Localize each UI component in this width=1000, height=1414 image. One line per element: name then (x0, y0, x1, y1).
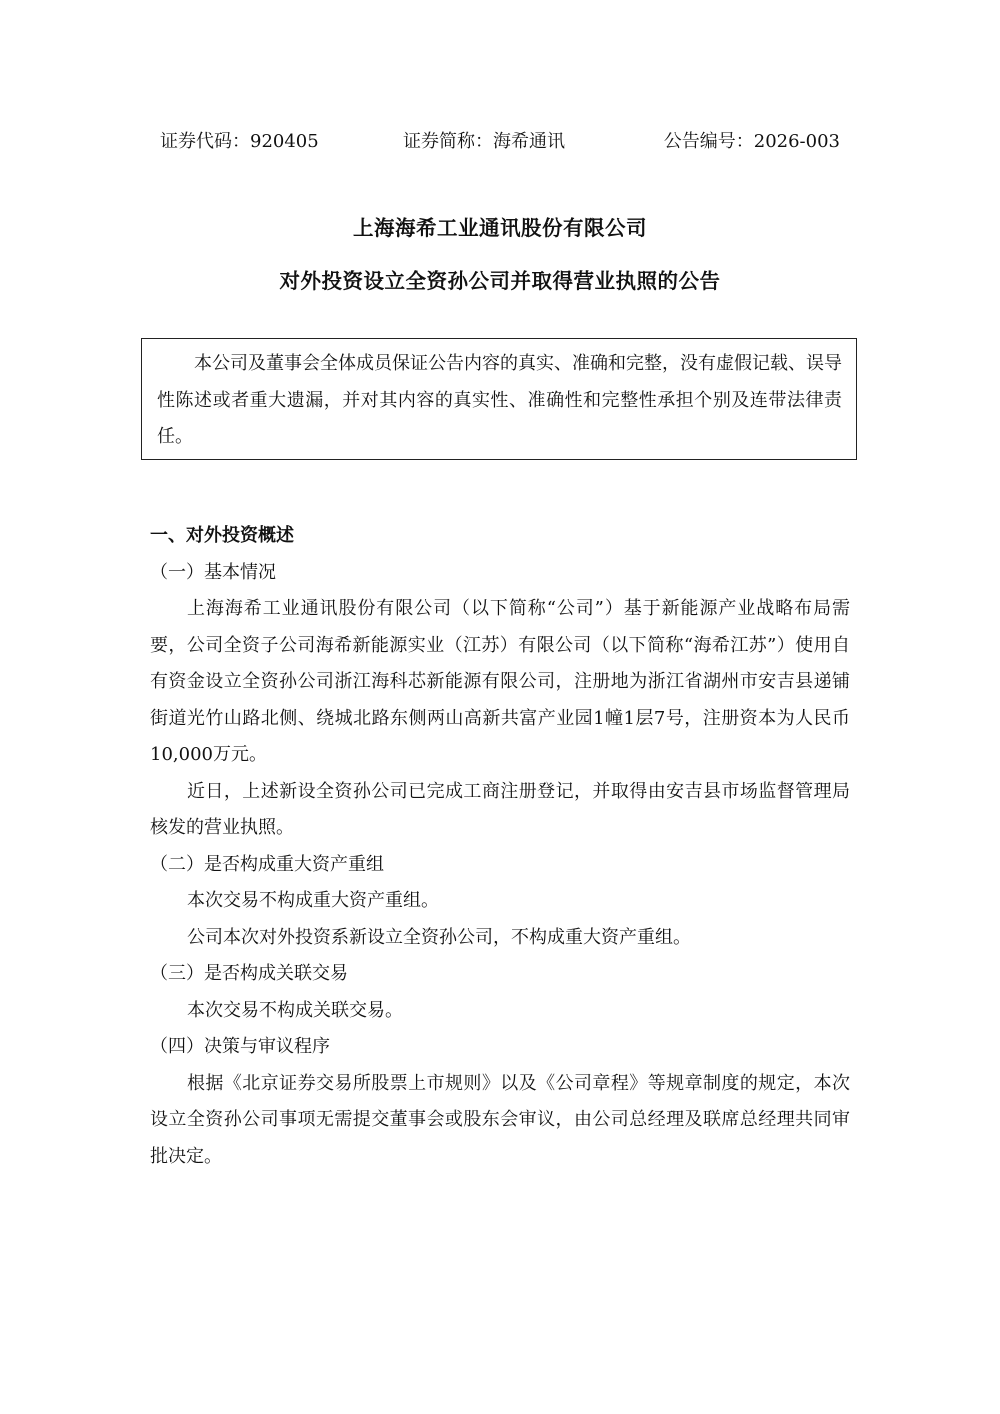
disclaimer-text: 本公司及董事会全体成员保证公告内容的真实、准确和完整，没有虚假记载、误导性陈述或者重大遗漏，并对其内容的真实性、准确性和完整性承担个别及连带法律责任。 (157, 353, 842, 447)
subsection-heading-restructuring: （二）是否构成重大资产重组 (150, 853, 384, 875)
disclaimer-box (141, 338, 857, 460)
announcement-title: 对外投资设立全资孙公司并取得营业执照的公告 (279, 269, 721, 293)
security-abbreviation: 证券简称：海希通讯 (403, 131, 565, 152)
subsection-heading-related-party: （三）是否构成关联交易 (150, 963, 348, 984)
company-name-title: 上海海希工业通讯股份有限公司 (353, 216, 647, 240)
section-investment-overview (150, 518, 850, 1175)
announcement-header (160, 128, 840, 156)
security-code: 证券代码：920405 (160, 131, 319, 152)
registration-paragraph: 近日，上述新设全资孙公司已完成工商注册登记，并取得由安吉县市场监督管理局核发的营业执照。 (150, 780, 850, 838)
subsection-heading-basic: （一）基本情况 (150, 561, 276, 583)
approval-paragraph: 根据《北京证券交易所股票上市规则》以及《公司章程》等规章制度的规定，本次设立全资孙公司事项无需提交董事会或股东会审议，由公司总经理及联席总经理共同审批决定。 (150, 1072, 850, 1167)
announcement-number: 公告编号：2026-003 (663, 131, 840, 152)
restructuring-line-1: 本次交易不构成重大资产重组。 (187, 890, 439, 911)
related-party-line: 本次交易不构成关联交易。 (187, 999, 403, 1021)
section-heading: 一、对外投资概述 (150, 525, 294, 546)
basic-info-paragraph: 上海海希工业通讯股份有限公司（以下简称“公司”）基于新能源产业战略布局需要，公司全资子公司海希新能源实业（江苏）有限公司（以下简称“海希江苏”）使用自有资金设立全资孙公司浙江海科芯新能源有限公司，注册地为浙江省湖州市安吉县递铺街道光竹山路北侧、绕城北路东侧两山高新共富产业园1幢1层7号，注册资本为人民币10,000万元。 (150, 598, 850, 765)
restructuring-line-2: 公司本次对外投资系新设立全资孙公司，不构成重大资产重组。 (187, 926, 691, 948)
subsection-heading-approval: （四）决策与审议程序 (150, 1036, 330, 1057)
